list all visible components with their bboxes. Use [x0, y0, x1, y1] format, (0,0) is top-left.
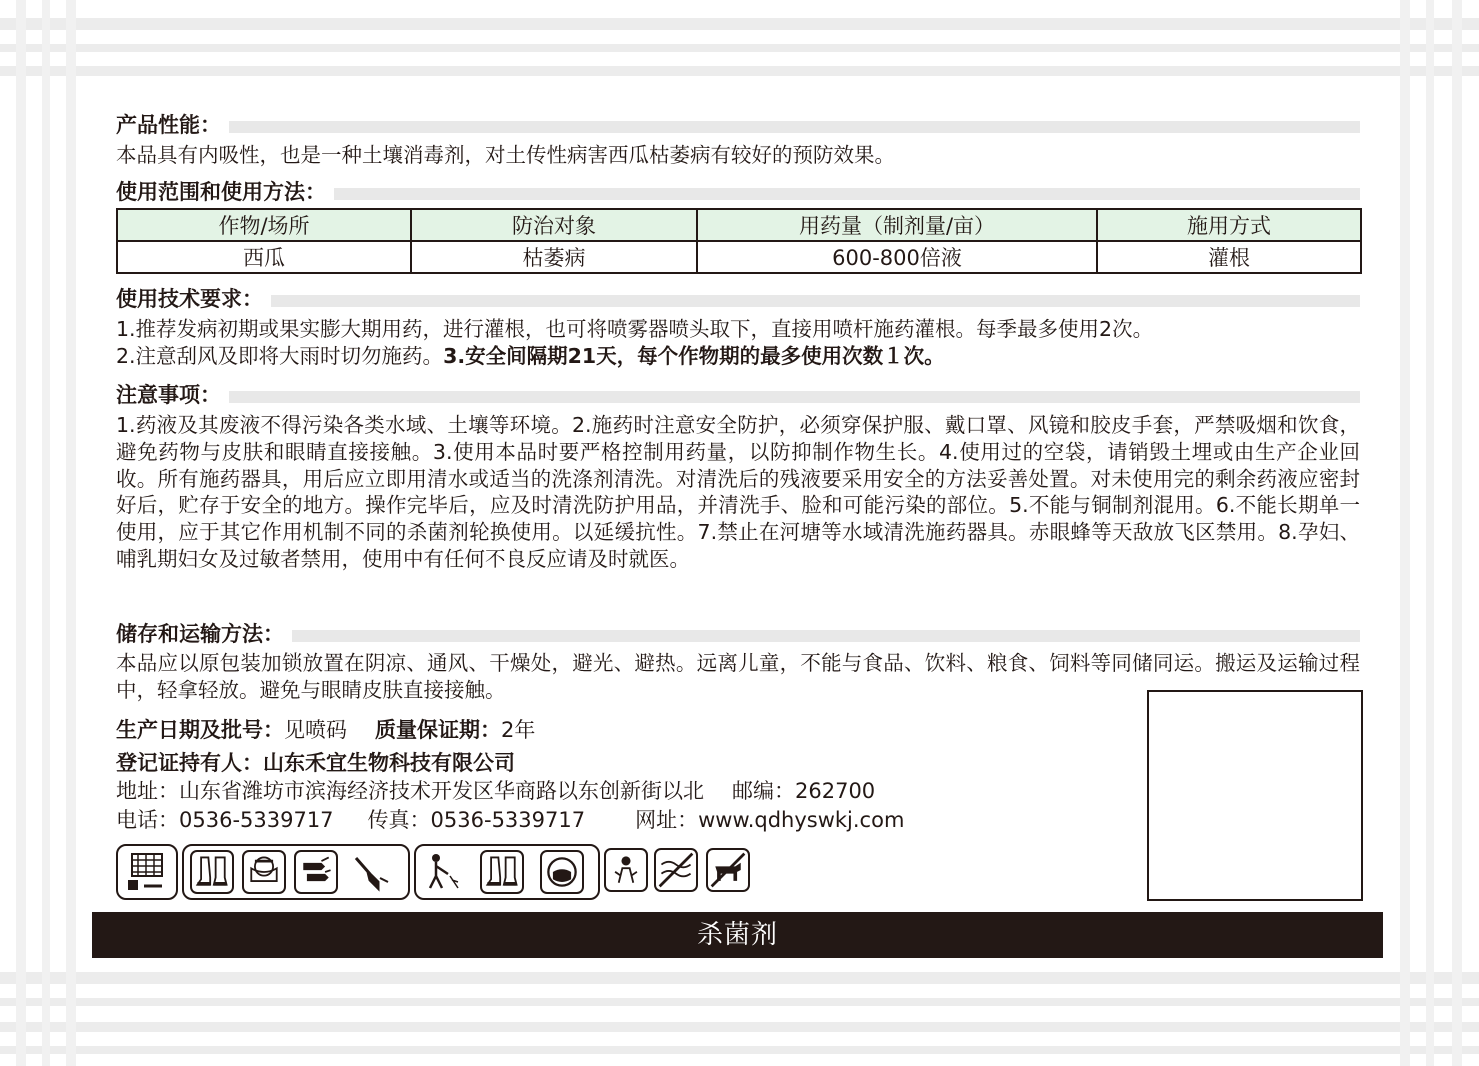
table-header-cell: 用药量（制剂量/亩） [697, 209, 1097, 241]
wear-boots-icon [480, 850, 524, 894]
pesticide-label [92, 82, 1383, 958]
application-pictogram-group [414, 844, 600, 900]
storage-pictogram-group [116, 844, 178, 900]
table-header-cell: 作物/场所 [117, 209, 411, 241]
contact-info: 电话：0536-5339717 传真：0536-5339717 网址：www.qdhyswkj.com [116, 808, 905, 832]
wear-face-shield-icon [242, 850, 286, 894]
table-header-cell: 防治对象 [411, 209, 697, 241]
table-header-cell: 施用方式 [1097, 209, 1361, 241]
spraying-person-icon [420, 850, 464, 894]
qr-code-placeholder [1147, 690, 1363, 901]
safety-pictograms [116, 844, 766, 902]
technique-text [116, 316, 1360, 370]
technique-line-1: 1.推荐发病初期或果实膨大期用药，进行灌根，也可将喷雾器喷头取下，直接用喷杆施药灌根。每季最多使用2次。 [116, 317, 1154, 341]
table-cell: 灌根 [1097, 241, 1361, 273]
precautions-text: 1.药液及其废液不得污染各类水域、土壤等环境。2.施药时注意安全防护，必须穿保护服、戴口罩、风镜和胶皮手套，严禁吸烟和饮食，避免药物与皮肤和眼睛直接接触。3.使用本品时要严格控制用药量，以防抑制作物生长。4.使用过的空袋，请销毁土埋或由生产企业回收。所有施药器具，用后应立即用清水或适当的洗涤剂清洗。对清洗后的残液要采用安全的方法妥善处置。对未使用完的剩余药液应密封好后，贮存于安全的地方。操作完毕后，应及时清洗防护用品，并清洗手、脸和可能污染的部位。5.不能与铜制剂混用。6.不能长期单一使用，应于其它作用机制不同的杀菌剂轮换使用。以延缓抗性。7.禁止在河塘等水域清洗施药器具。赤眼蜂等天敌放飞区禁用。8.孕妇、哺乳期妇女及过敏者禁用，使用中有任何不良反应请及时就医。 [116, 413, 1360, 571]
wear-gloves-icon [294, 850, 338, 894]
table-cell: 600-800倍液 [697, 241, 1097, 273]
registrant-info: 登记证持有人：山东禾宜生物科技有限公司 [116, 751, 515, 775]
usage-heading: 使用范围和使用方法： [116, 177, 1360, 207]
harmful-to-livestock-icon [706, 848, 750, 892]
mix-pesticide-icon [350, 850, 394, 894]
usage-table [116, 208, 1362, 274]
table-row [117, 241, 1361, 273]
table-header-row [117, 209, 1361, 241]
wear-mask-icon [540, 850, 584, 894]
table-cell: 枯萎病 [411, 241, 697, 273]
storage-text: 本品应以原包装加锁放置在阴凉、通风、干燥处，避光、避热。远离儿童，不能与食品、饮料、粮食、饲料等同储同运。搬运及运输过程中，轻拿轻放。避免与眼睛皮肤直接接触。 [116, 651, 1360, 702]
wear-boots-icon [190, 850, 234, 894]
address-info: 地址：山东省潍坊市滨海经济技术开发区华商路以东创新街以北 邮编：262700 [116, 779, 876, 803]
technique-heading: 使用技术要求： [116, 284, 1360, 314]
storage-locked-icon [124, 850, 168, 894]
technique-line-2: 2.注意刮风及即将大雨时切勿施药。3.安全间隔期21天，每个作物期的最多使用次数１次。 [116, 343, 945, 368]
storage-heading: 储存和运输方法： [116, 619, 1360, 649]
harmful-to-fish-icon [654, 848, 698, 892]
wash-after-use-icon [604, 848, 648, 892]
production-info: 生产日期及批号：见喷码 质量保证期：2年 [116, 718, 536, 742]
protection-pictogram-group [182, 844, 410, 900]
performance-heading: 产品性能： [116, 110, 1360, 140]
performance-text: 本品具有内吸性，也是一种土壤消毒剂，对土传性病害西瓜枯萎病有较好的预防效果。 [116, 143, 895, 167]
product-category-bar: 杀菌剂 [92, 912, 1383, 958]
precautions-heading: 注意事项： [116, 380, 1360, 410]
table-cell: 西瓜 [117, 241, 411, 273]
safety-interval-text: 3.安全间隔期21天，每个作物期的最多使用次数１次。 [443, 343, 945, 368]
